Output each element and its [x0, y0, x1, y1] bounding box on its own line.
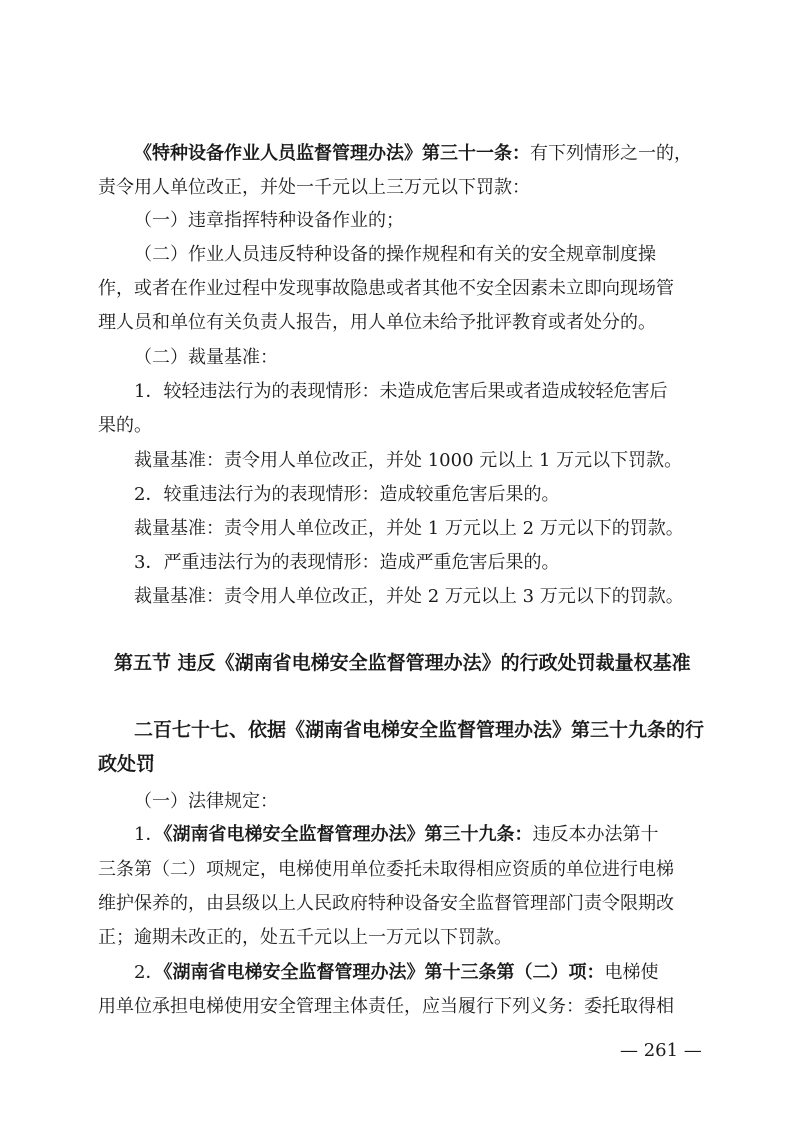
article31-text: 有下列情形之一的，	[530, 143, 692, 164]
article31-item1: （一）违章指挥特种设备作业的；	[134, 210, 404, 231]
article31-item2-line1: （二）作业人员违反特种设备的操作规程和有关的安全规章制度操	[134, 244, 656, 265]
standard-1-line2: 果的。	[98, 415, 152, 436]
standard-3-penalty: 裁量基准：责令用人单位改正，并处 2 万元以上 3 万元以下的罚款。	[134, 586, 684, 607]
provision-2-citation: 《湖南省电梯安全监督管理办法》第十三条第（二）项：	[163, 962, 605, 983]
standard-3: 3．严重违法行为的表现情形：造成严重危害后果的。	[134, 552, 560, 573]
standard-1-line1: 1．较轻违法行为的表现情形：未造成危害后果或者造成较轻危害后	[134, 381, 668, 402]
provision-2-text: 电梯使	[604, 962, 659, 983]
article31-citation: 《特种设备作业人员监督管理办法》第三十一条：	[134, 143, 530, 164]
provision-2-line2: 用单位承担电梯使用安全管理主体责任，应当履行下列义务：委托取得相	[98, 996, 674, 1017]
provision-1-line1	[0, 823, 793, 847]
standard-1-penalty: 裁量基准：责令用人单位改正，并处 1000 元以上 1 万元以下罚款。	[134, 450, 683, 471]
provision-1-line3: 维护保养的，由县级以上人民政府特种设备安全监督管理部门责令限期改	[98, 893, 674, 914]
item277-heading-line2: 政处罚	[98, 753, 156, 775]
section-title: 第五节 违反《湖南省电梯安全监督管理办法》的行政处罚裁量权基准	[114, 652, 691, 674]
provision-1-line2: 三条第（二）项规定，电梯使用单位委托未取得相应资质的单位进行电梯	[98, 859, 674, 880]
provision-2-line1	[0, 961, 793, 985]
article31-line1	[0, 142, 793, 166]
standard-2: 2．较重违法行为的表现情形：造成较重危害后果的。	[134, 484, 560, 505]
provision-1-number: 1．	[134, 824, 164, 845]
legal-provisions-title: （一）法律规定：	[134, 791, 278, 812]
article31-line2: 责令用人单位改正，并处一千元以上三万元以下罚款：	[98, 177, 530, 198]
provision-2-number: 2．	[134, 962, 164, 983]
article31-item2-line3: 理人员和单位有关负责人报告，用人单位未给予批评教育或者处分的。	[98, 312, 656, 333]
standard-2-penalty: 裁量基准：责令用人单位改正，并处 1 万元以上 2 万元以下的罚款。	[134, 518, 684, 539]
standard-title: （二）裁量基准：	[134, 347, 278, 368]
page-number: — 261 —	[620, 1040, 702, 1061]
article31-item2-line2: 作，或者在作业过程中发现事故隐患或者其他不安全因素未立即向现场管	[98, 278, 674, 299]
provision-1-line4: 正；逾期未改正的，处五千元以上一万元以下罚款。	[98, 927, 512, 948]
provision-1-text: 违反本办法第十	[532, 824, 659, 845]
provision-1-citation: 《湖南省电梯安全监督管理办法》第三十九条：	[163, 824, 533, 845]
item277-heading-line1: 二百七十七、依据《湖南省电梯安全监督管理办法》第三十九条的行	[134, 719, 705, 741]
